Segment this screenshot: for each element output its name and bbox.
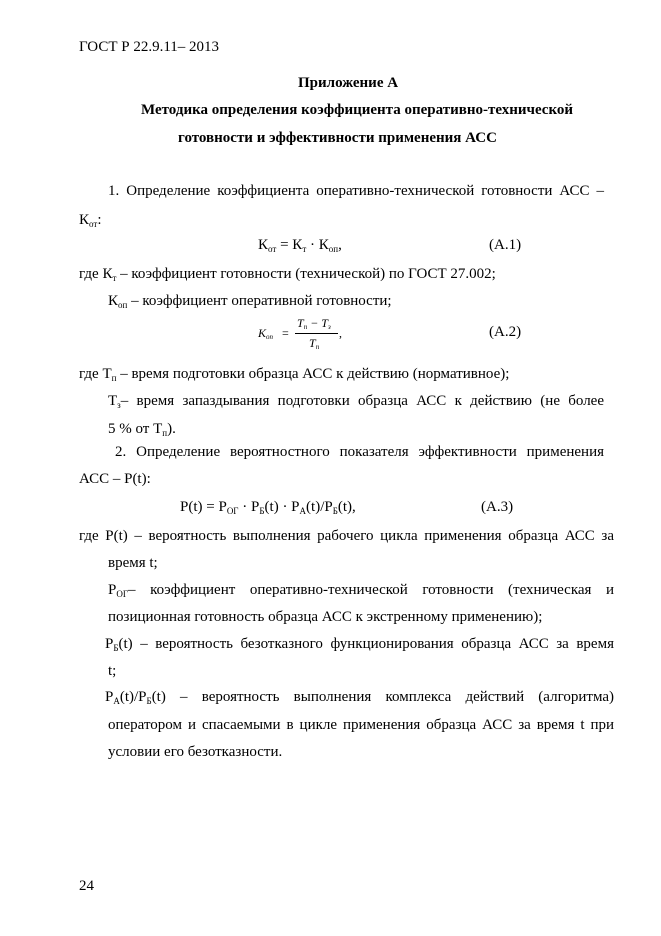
document-header: ГОСТ Р 22.9.11– 2013	[79, 39, 220, 55]
appendix-subtitle-line2: готовности и эффективности применения АСС	[178, 130, 497, 146]
definition-pt-line1: где Р(t) – вероятность выполнения рабочего цикла применения образца АСС за	[79, 528, 614, 544]
section2-intro-line2: АСС – Р(t):	[79, 471, 151, 487]
definition-pog-line1: $Р_{ОГ}$ – коэффициент оперативно-технической готовности (техническая и	[108, 582, 614, 599]
definition-pb-line1: $Р_Б$ (t) – вероятность безотказного функционирования образца АСС за время	[105, 636, 614, 653]
appendix-title: Приложение А	[298, 75, 399, 91]
formula-a2-comma: ,	[339, 326, 342, 340]
formula-a2-denominator: $T_п$	[309, 336, 320, 351]
definition-tz-line2: 5 % от $Т_п$).	[108, 421, 176, 438]
definition-pa-line2: оператором и спасаемыми в цикле применения образца АСС за время t при	[108, 717, 614, 733]
definition-pb-line2: t;	[108, 663, 117, 679]
formula-a2-number: (А.2)	[489, 324, 522, 340]
page-number: 24	[79, 878, 94, 894]
formula-a2-lhs: $K_{оп}$	[258, 326, 274, 341]
formula-a2-fraction-bar	[295, 333, 338, 334]
formula-a2-equals: =	[282, 326, 289, 340]
formula-a3-number: (А.3)	[481, 499, 514, 515]
definition-tp: где $Т_п$ – время подготовки образца АСС к действию (нормативное);	[79, 366, 510, 383]
definition-pog-line2: позиционная готовность образца АСС к экстренному применению);	[108, 609, 543, 625]
definition-kop: $К_{оп}$ – коэффициент оперативной готовности;	[108, 293, 392, 310]
formula-a3: $Р(t) = Р_{ОГ} \cdot Р_Б(t) \cdot Р_А(t)/Р_Б(t)$,	[180, 499, 356, 516]
formula-a1: $К_{от} = К_т \cdot К_{оп}$,	[258, 237, 342, 254]
definition-pa-line3: условии его безотказности.	[108, 744, 283, 760]
definition-tz-line1: $Т_з$ – время запаздывания подготовки образца АСС к действию (не более	[108, 393, 604, 410]
appendix-subtitle-line1: Методика определения коэффициента оперативно-технической	[141, 102, 574, 118]
formula-a1-number: (А.1)	[489, 237, 522, 253]
definition-kt: где $К_т$ – коэффициент готовности (технической) по ГОСТ 27.002;	[79, 266, 496, 283]
section2-intro-line1: 2. Определение вероятностного показателя эффективности применения	[115, 444, 604, 460]
formula-a2-numerator: $T_п - T_з$	[297, 316, 331, 331]
section1-intro-line1: 1. Определение коэффициента оперативно-технической готовности АСС –	[108, 183, 604, 199]
definition-pa-line1: $Р_А(t)/Р_Б$ (t) – вероятность выполнения комплекса действий (алгоритма)	[105, 689, 614, 706]
section1-intro-line2: $К_{от}$:	[79, 212, 102, 229]
definition-pt-line2: время t;	[108, 555, 158, 571]
